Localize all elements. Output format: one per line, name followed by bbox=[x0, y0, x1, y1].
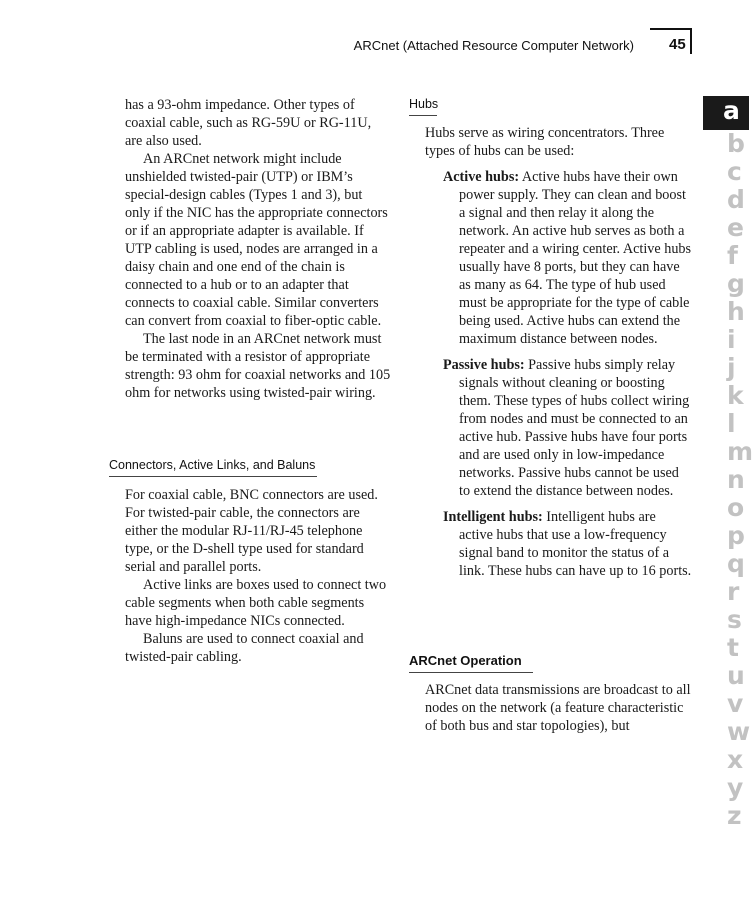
alphabet-letter[interactable]: x bbox=[727, 745, 744, 774]
alphabet-letter[interactable]: u bbox=[727, 661, 745, 690]
hub-type-passive bbox=[443, 356, 693, 500]
alphabet-letter[interactable]: f bbox=[727, 241, 738, 270]
definition: Intelligent hubs are active hubs that use a low-frequency signal band to monitor the status of a link. These hubs can have up to 16 ports. bbox=[459, 509, 692, 579]
alphabet-letter[interactable]: c bbox=[727, 157, 742, 186]
paragraph: Hubs serve as wiring concentrators. Three types of hubs can be used: bbox=[425, 125, 665, 159]
paragraph: An ARCnet network might include unshielded twisted-pair (UTP) or IBM’s special-design cables (Types 1 and 3), but only if the NIC has the appropriate connectors or if an appropriate adapter is available. If UTP cabling is used, nodes are arranged in a daisy chain and one end of the chain is connected to a hub or to an adapter that connects to coaxial cable. Similar converters can convert from coaxial to fiber-optic cable. bbox=[125, 151, 388, 329]
definition: Active hubs have their own power supply. They can clean and boost a signal and then relay it along the network. An active hub serves as both a repeater and a wiring center. Active hubs usually have 8 ports, but they can have as many as 64. The type of hub used must be appropriate for the type of cable being used. Active hubs can extend the maximum distance between nodes. bbox=[459, 169, 692, 347]
term: Passive hubs: bbox=[443, 357, 525, 373]
alphabet-letter[interactable]: o bbox=[727, 493, 745, 522]
paragraph: Baluns are used to connect coaxial and twisted-pair cabling. bbox=[125, 631, 364, 665]
right-column bbox=[425, 124, 693, 588]
left-column bbox=[125, 96, 391, 402]
alphabet-letter[interactable]: h bbox=[727, 297, 745, 326]
alphabet-letter[interactable]: s bbox=[727, 605, 742, 634]
alphabet-letter[interactable]: z bbox=[727, 801, 742, 830]
page-header bbox=[0, 30, 749, 60]
hub-type-intelligent bbox=[443, 508, 693, 580]
alphabet-letter[interactable]: n bbox=[727, 465, 745, 494]
alphabet-letter[interactable]: j bbox=[727, 353, 736, 382]
term: Active hubs: bbox=[443, 169, 520, 185]
paragraph: has a 93-ohm impedance. Other types of coaxial cable, such as RG-59U or RG-11U, are also used. bbox=[125, 97, 372, 149]
alphabet-letter[interactable]: l bbox=[727, 409, 736, 438]
alphabet-letter[interactable]: q bbox=[727, 549, 745, 578]
alphabet-letter[interactable]: b bbox=[727, 129, 745, 158]
right-column-lower bbox=[425, 681, 693, 735]
definition: Passive hubs simply relay signals without cleaning or boosting them. These types of hubs collect wiring from nodes and must be connected to an active hub. Passive hubs have four ports and are used only in low-impedance networks. Passive hubs cannot be used to extend the distance between nodes. bbox=[459, 357, 690, 499]
paragraph: Active links are boxes used to connect two cable segments when both cable segments have high-impedance NICs connected. bbox=[125, 577, 387, 629]
alphabet-letter[interactable]: e bbox=[727, 213, 744, 242]
alphabet-letter[interactable]: v bbox=[727, 689, 744, 718]
alphabet-letter[interactable]: y bbox=[727, 773, 744, 802]
running-title: ARCnet (Attached Resource Computer Network) bbox=[353, 38, 634, 53]
section-heading-connectors: Connectors, Active Links, and Baluns bbox=[109, 458, 317, 477]
active-letter: a bbox=[723, 96, 740, 125]
alphabet-letter[interactable]: i bbox=[727, 325, 736, 354]
paragraph: The last node in an ARCnet network must be terminated with a resistor of appropriate strength: 93 ohm for coaxial networks and 105 ohm for networks using twisted-pair wiring. bbox=[125, 331, 391, 401]
alphabet-letter[interactable]: r bbox=[727, 577, 740, 606]
header-rule-vertical bbox=[690, 28, 692, 54]
alphabet-letter[interactable]: p bbox=[727, 521, 745, 550]
section-heading-hubs: Hubs bbox=[409, 97, 437, 116]
section-heading-operation: ARCnet Operation bbox=[409, 653, 533, 673]
term: Intelligent hubs: bbox=[443, 509, 543, 525]
alphabet-letter[interactable]: w bbox=[727, 717, 751, 746]
alphabet-letter[interactable]: m bbox=[727, 437, 753, 466]
page-number: 45 bbox=[669, 36, 686, 53]
alphabet-letter[interactable]: g bbox=[727, 269, 745, 298]
paragraph: ARCnet data transmissions are broadcast to all nodes on the network (a feature characteristic of both bus and star topologies), but bbox=[425, 682, 691, 734]
alphabet-letter[interactable]: k bbox=[727, 381, 744, 410]
alphabet-letter[interactable]: d bbox=[727, 185, 745, 214]
alphabet-letter[interactable]: t bbox=[727, 633, 739, 662]
header-rule bbox=[650, 28, 692, 30]
hub-type-active bbox=[443, 168, 693, 348]
active-letter-tab[interactable] bbox=[703, 96, 749, 130]
paragraph: For coaxial cable, BNC connectors are used. For twisted-pair cable, the connectors are either the modular RJ-11/RJ-45 telephone type, or the D-shell type used for standard serial and parallel ports. bbox=[125, 487, 378, 575]
left-column-lower bbox=[125, 486, 391, 666]
